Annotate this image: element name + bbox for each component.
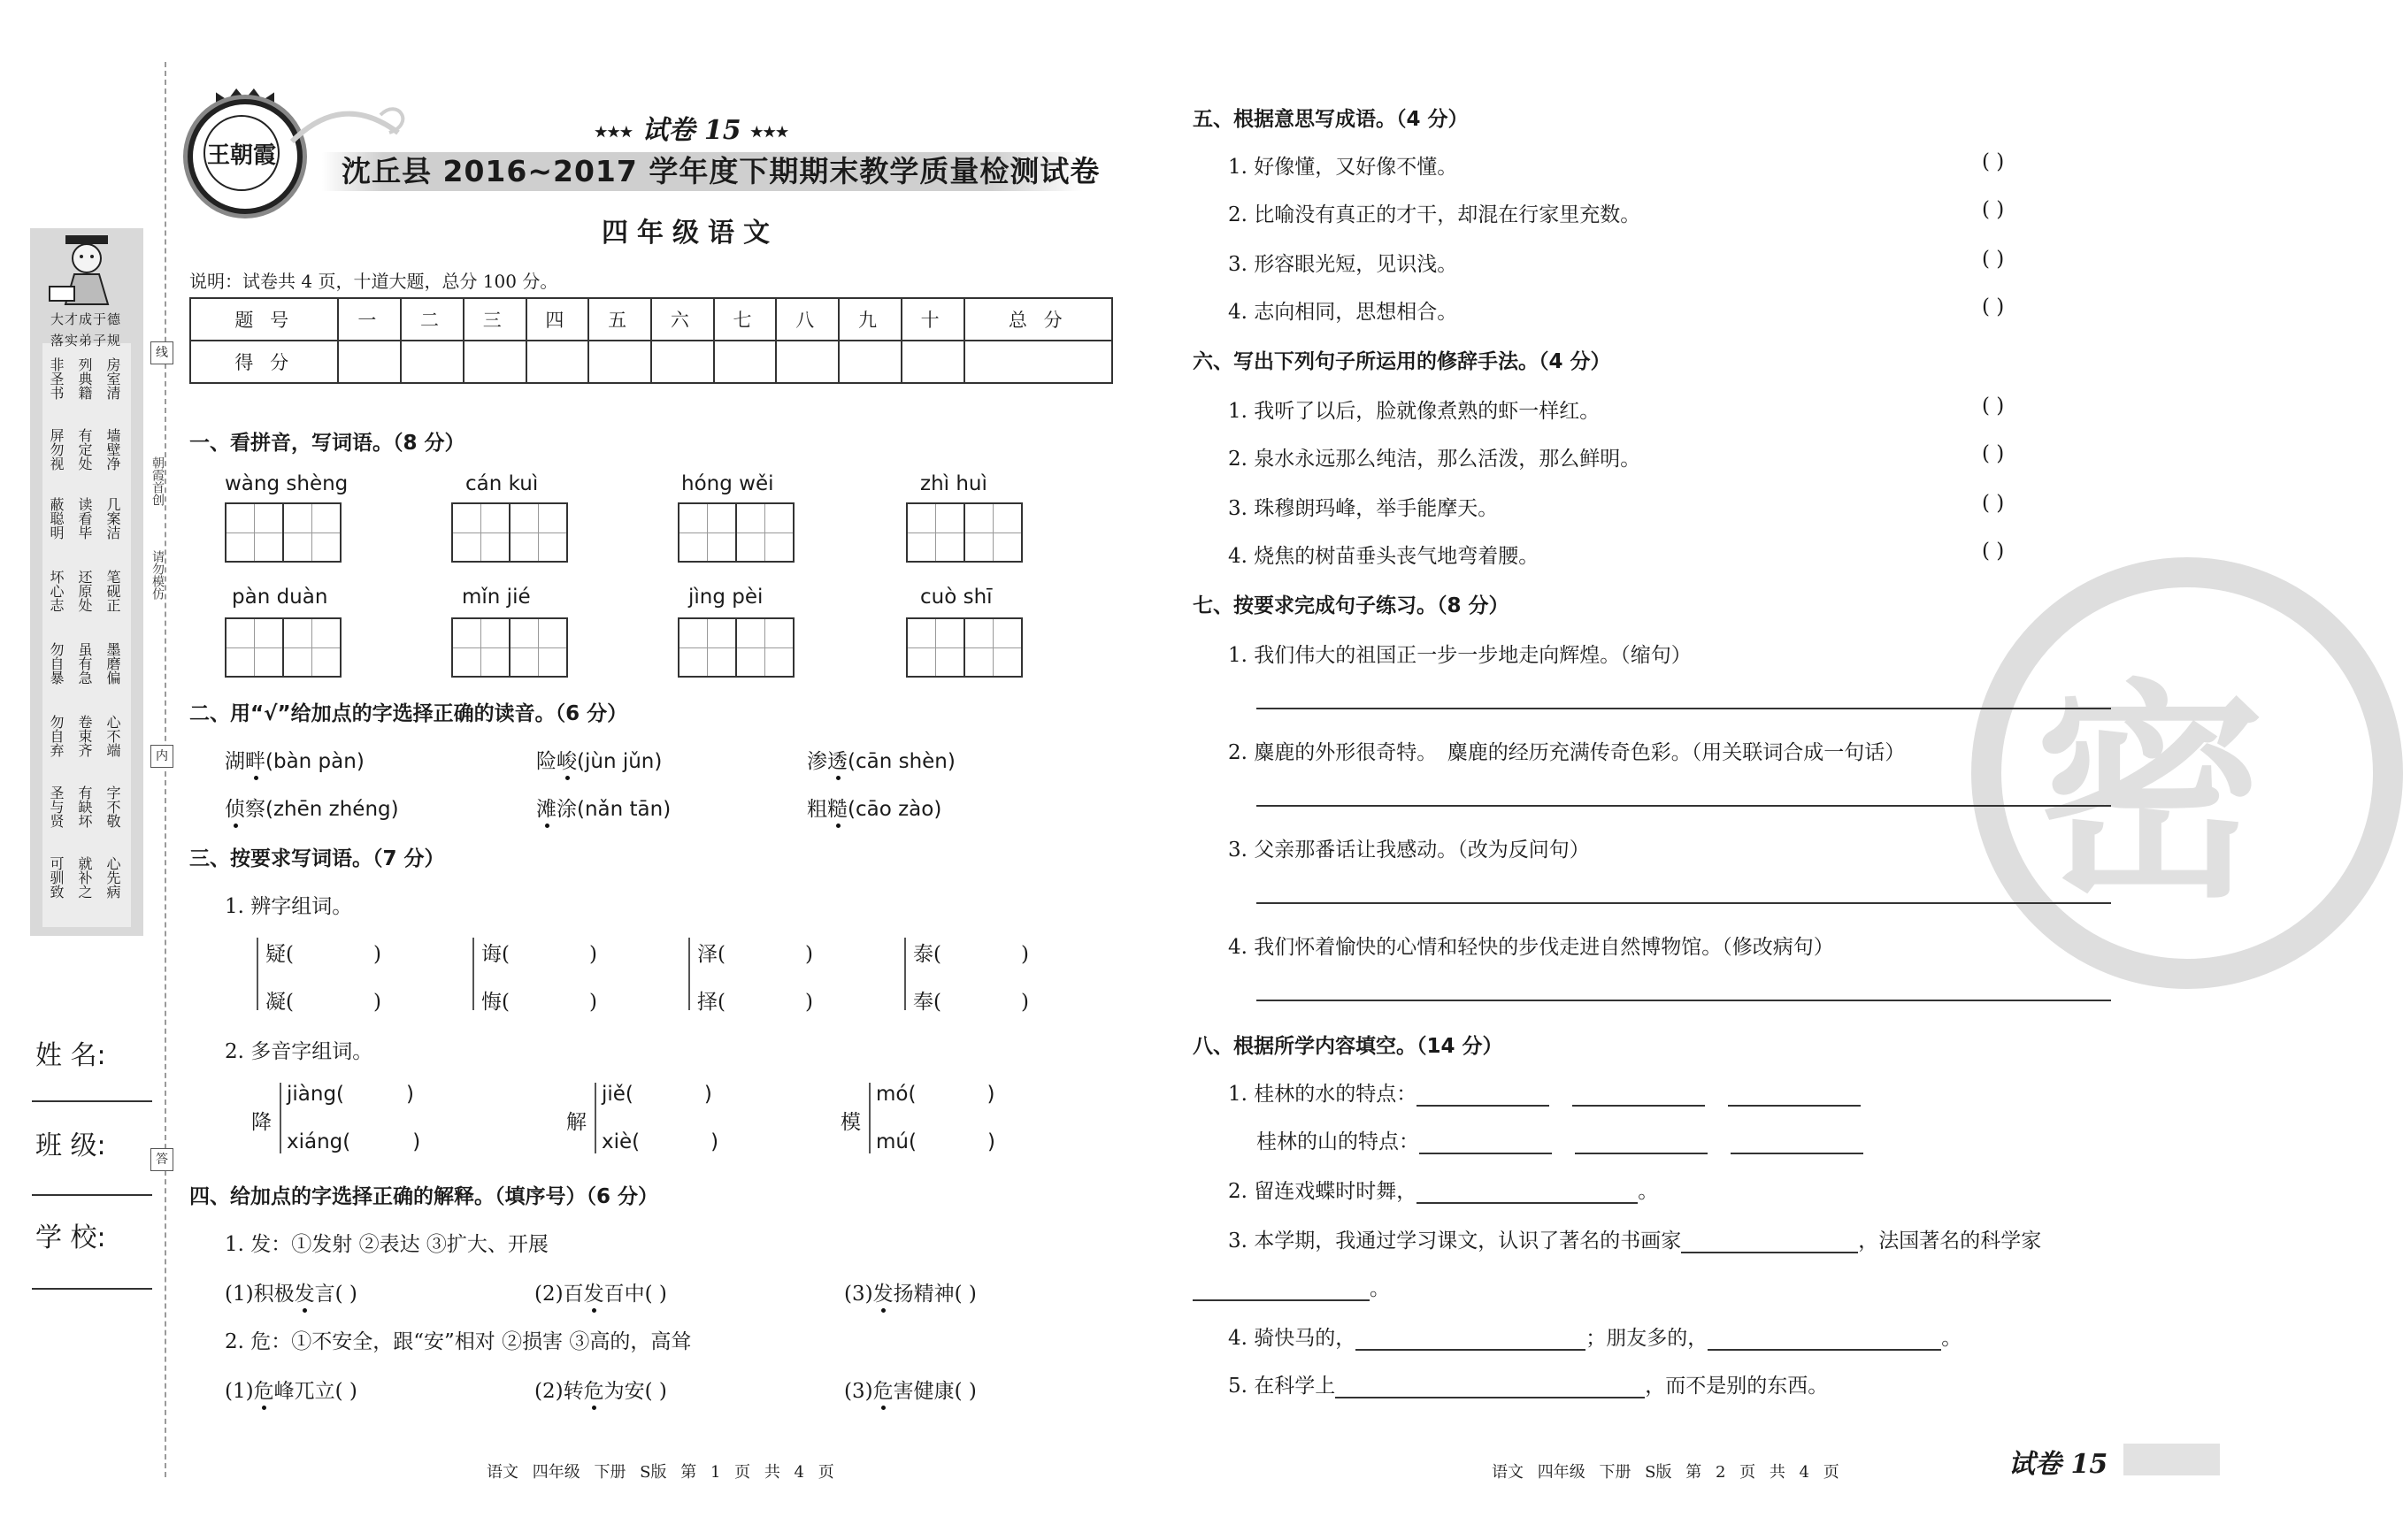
- pinyin-label: zhì huì: [920, 472, 987, 495]
- fill-question: 4. 骑快马的， ；朋友多的， 。: [1228, 1327, 1962, 1350]
- rhetoric-question: 2. 泉水永远那么纯洁，那么活泼，那么鲜明。: [1228, 448, 1641, 471]
- couplet-text: 几案洁: [104, 497, 121, 540]
- motto-line-1: 大才成于德: [50, 311, 121, 327]
- fill-question: 桂林的山的特点：: [1256, 1125, 1863, 1154]
- couplet-text: 墨磨偏: [104, 642, 121, 685]
- polyphone-char: 模: [841, 1111, 861, 1134]
- fill-blank[interactable]: [1708, 1329, 1941, 1351]
- corner-paper-number: 试卷 15: [2008, 1449, 2108, 1480]
- polyphone-char: 解: [566, 1111, 587, 1134]
- answer-line[interactable]: [1256, 1000, 2111, 1001]
- class-field[interactable]: [32, 1194, 152, 1196]
- couplet-text: 心先病: [104, 856, 121, 899]
- section-8-title: 八、根据所学内容填空。（14 分）: [1193, 1035, 1503, 1058]
- couplet-text: 房室清: [104, 357, 121, 400]
- rhetoric-question: 4. 烧焦的树苗垂头丧气地弯着腰。: [1228, 545, 1539, 568]
- paper-number-label: 试卷 15: [641, 115, 741, 146]
- question-4-2: 2. 危：①不安全，跟“安”相对 ②损害 ③高的，高耸: [225, 1330, 692, 1353]
- idiom-question: 4. 志向相同，思想相合。: [1228, 301, 1458, 324]
- writing-grid[interactable]: [906, 617, 1023, 678]
- couplet-row-2: [46, 428, 122, 471]
- couplet-text: 列典籍: [76, 357, 93, 400]
- score-cell[interactable]: [964, 341, 1113, 383]
- fill-blank[interactable]: [1335, 1377, 1645, 1398]
- reading-choice[interactable]: 湖畔(bàn pàn): [225, 745, 365, 774]
- couplet-text: 屏勿视: [48, 428, 65, 471]
- section-1-title: 一、看拼音，写词语。（8 分）: [189, 432, 465, 455]
- binding-dashed-line: [165, 62, 166, 1477]
- fill-blank[interactable]: [1572, 1085, 1705, 1107]
- brace: [472, 938, 480, 1010]
- idiom-question: 3. 形容眼光短，见识浅。: [1228, 253, 1458, 276]
- reading-choice[interactable]: 滩涂(nǎn tān): [536, 793, 671, 822]
- char-pair-item[interactable]: 择( ): [697, 991, 813, 1014]
- couplet-text: 圣与贤: [48, 785, 65, 828]
- polyphone-item[interactable]: mú( ): [876, 1130, 995, 1153]
- answer-line[interactable]: [1256, 708, 2111, 709]
- reading-choice[interactable]: 渗透(cān shèn): [807, 745, 956, 774]
- exam-title: 沈丘县 2016~2017 学年度下期期末教学质量检测试卷: [342, 154, 1101, 188]
- star-icon: ★★★: [750, 123, 789, 141]
- school-field[interactable]: [32, 1288, 152, 1290]
- side-note-1: 朝霞首创: [150, 456, 165, 506]
- answer-line[interactable]: [1256, 902, 2111, 904]
- couplet-text: 可驯致: [48, 856, 65, 899]
- char-pair-item[interactable]: 诲( ): [481, 943, 597, 966]
- fill-blank[interactable]: [1575, 1133, 1708, 1154]
- question-4-1: 1. 发：①发射 ②表达 ③扩大、开展: [225, 1233, 549, 1256]
- writing-grid[interactable]: [678, 502, 795, 563]
- meaning-choice[interactable]: (3)危害健康( ): [844, 1375, 977, 1404]
- section-7-title: 七、按要求完成句子练习。（8 分）: [1193, 594, 1509, 617]
- answer-paren[interactable]: ( ): [1982, 395, 2005, 418]
- answer-paren[interactable]: ( ): [1982, 248, 2005, 271]
- polyphone-item[interactable]: jiàng( ): [287, 1083, 415, 1106]
- score-header-cell: 三: [464, 298, 526, 341]
- score-table-row: [190, 341, 1112, 383]
- pinyin-label: mǐn jié: [462, 586, 531, 609]
- meaning-choice[interactable]: (1)危峰兀立( ): [225, 1375, 357, 1404]
- subject-title: 四年级语文: [602, 218, 779, 249]
- polyphone-item[interactable]: jiě( ): [602, 1083, 712, 1106]
- question-3-2: 2. 多音字组词。: [225, 1040, 373, 1063]
- brace: [595, 1083, 602, 1153]
- pinyin-label: cuò shī: [920, 586, 993, 609]
- score-header-cell: 十: [902, 298, 964, 341]
- brace: [869, 1083, 876, 1153]
- writing-grid[interactable]: [225, 617, 342, 678]
- section-2-title: 二、用“√”给加点的字选择正确的读音。（6 分）: [189, 702, 628, 725]
- pinyin-label: pàn duàn: [232, 586, 328, 609]
- reading-choice[interactable]: 险峻(jùn jǔn): [536, 745, 662, 774]
- motto-line-2: 落实弟子规: [50, 333, 121, 349]
- fill-question: 2. 留连戏蝶时时舞， 。: [1228, 1180, 1659, 1203]
- couplet-text: 心不端: [104, 715, 121, 757]
- star-icon: ★★★: [595, 123, 633, 141]
- score-row-label: 得 分: [190, 341, 338, 383]
- logo-text: 王朝霞: [203, 115, 280, 191]
- couplet-text: 非圣书: [48, 357, 65, 400]
- score-header-cell: 四: [526, 298, 589, 341]
- answer-paren[interactable]: ( ): [1982, 492, 2005, 515]
- name-label: 姓 名:: [35, 1040, 106, 1071]
- couplet-text: 勿自弃: [48, 715, 65, 757]
- brace: [257, 938, 264, 1010]
- writing-grid[interactable]: [906, 502, 1023, 563]
- school-label: 学 校:: [35, 1222, 106, 1253]
- pinyin-label: wàng shèng: [225, 472, 349, 495]
- couplet-text: 坏心志: [48, 570, 65, 612]
- brace: [280, 1083, 287, 1153]
- score-cell[interactable]: [338, 341, 401, 383]
- paper-number: [595, 108, 788, 147]
- publisher-logo: [188, 99, 303, 214]
- char-pair-item[interactable]: 奉( ): [913, 991, 1029, 1014]
- fill-blank[interactable]: [1416, 1085, 1549, 1107]
- score-cell[interactable]: [464, 341, 526, 383]
- class-label: 班 级:: [35, 1130, 106, 1161]
- answer-line[interactable]: [1256, 805, 2111, 807]
- binding-mark-3: 答: [150, 1148, 173, 1171]
- fill-blank[interactable]: [1728, 1085, 1861, 1107]
- couplet-text: 有定处: [76, 428, 93, 471]
- char-pair-item[interactable]: 疑( ): [265, 943, 381, 966]
- score-header-cell: 总 分: [964, 298, 1113, 341]
- writing-grid[interactable]: [678, 617, 795, 678]
- meaning-choice[interactable]: (2)百发百中( ): [534, 1277, 667, 1306]
- char-pair-item[interactable]: 凝( ): [265, 991, 381, 1014]
- watermark-char: 密: [2035, 662, 2265, 929]
- writing-grid[interactable]: [451, 502, 568, 563]
- fill-blank[interactable]: [1419, 1133, 1552, 1154]
- score-header-cell: 五: [588, 298, 651, 341]
- writing-grid[interactable]: [225, 502, 342, 563]
- meaning-choice[interactable]: (1)积极发言( ): [225, 1277, 357, 1306]
- sentence-question: 2. 麋鹿的外形很奇特。 麋鹿的经历充满传奇色彩。（用关联词合成一句话）: [1228, 741, 1906, 764]
- exam-note: 说明：试卷共 4 页，十道大题，总分 100 分。: [189, 271, 558, 292]
- score-header-cell: 题 号: [190, 298, 338, 341]
- score-cell[interactable]: [401, 341, 464, 383]
- polyphone-char: 降: [251, 1111, 272, 1134]
- char-pair-item[interactable]: 泰( ): [913, 943, 1029, 966]
- score-cell[interactable]: [839, 341, 902, 383]
- couplet-row-7: [46, 785, 122, 828]
- score-header-cell: 八: [776, 298, 839, 341]
- fill-blank[interactable]: [1193, 1280, 1370, 1301]
- sentence-question: 3. 父亲那番话让我感动。（改为反问句）: [1228, 839, 1590, 862]
- couplet-text: 有缺坏: [76, 785, 93, 828]
- fill-question: 。: [1193, 1272, 1390, 1301]
- couplet-text: 蔽聪明: [48, 497, 65, 540]
- score-table-header-row: [190, 298, 1112, 341]
- score-cell[interactable]: [526, 341, 589, 383]
- binding-mark-1: 线: [150, 341, 173, 364]
- couplet-text: 墙壁净: [104, 428, 121, 471]
- fill-blank[interactable]: [1731, 1133, 1863, 1154]
- couplet-text: 卷束齐: [76, 715, 93, 757]
- score-header-cell: 六: [651, 298, 714, 341]
- char-pair-item[interactable]: 悔( ): [481, 991, 597, 1014]
- couplet-text: 虽有急: [76, 642, 93, 685]
- couplet-row-6: [46, 715, 122, 757]
- couplet-text: 笔砚正: [104, 570, 121, 612]
- couplet-text: 还原处: [76, 570, 93, 612]
- score-table: [189, 297, 1113, 384]
- pinyin-label: jìng pèi: [688, 586, 764, 609]
- couplet-text: 勿自暴: [48, 642, 65, 685]
- fill-question: 1. 桂林的水的特点：: [1228, 1077, 1861, 1107]
- score-cell[interactable]: [714, 341, 777, 383]
- writing-grid[interactable]: [451, 617, 568, 678]
- fill-blank[interactable]: [1416, 1183, 1638, 1204]
- footer-page-2: 语文 四年级 下册 S版 第 2 页 共 4 页: [1492, 1463, 1839, 1482]
- section-3-title: 三、按要求写词语。（7 分）: [189, 847, 445, 870]
- question-3-1: 1. 辨字组词。: [225, 895, 353, 918]
- score-header-cell: 七: [714, 298, 777, 341]
- brace: [688, 938, 695, 1010]
- pinyin-label: hóng wěi: [681, 472, 774, 495]
- brace: [904, 938, 911, 1010]
- couplet-row-3: [46, 497, 122, 540]
- idiom-question: 2. 比喻没有真正的才干，却混在行家里充数。: [1228, 203, 1641, 226]
- answer-paren[interactable]: ( ): [1982, 150, 2005, 173]
- sentence-question: 1. 我们伟大的祖国正一步一步地走向辉煌。（缩句）: [1228, 644, 1692, 667]
- ribbon-decoration-icon: [292, 97, 416, 159]
- polyphone-item[interactable]: mó( ): [876, 1083, 995, 1106]
- scholar-child-icon: [46, 235, 127, 306]
- corner-band: [2123, 1444, 2220, 1475]
- score-cell[interactable]: [776, 341, 839, 383]
- couplet-row-8: [46, 856, 122, 899]
- answer-paren[interactable]: ( ): [1982, 198, 2005, 221]
- side-note-2: 请勿模仿: [150, 550, 165, 600]
- binding-mark-2: 内: [150, 745, 173, 768]
- score-header-cell: 二: [401, 298, 464, 341]
- pinyin-label: cán kuì: [465, 472, 539, 495]
- meaning-choice[interactable]: (2)转危为安( ): [534, 1375, 667, 1404]
- fill-question: 3. 本学期，我通过学习课文，认识了著名的书画家 ，法国著名的科学家: [1228, 1230, 2042, 1253]
- score-cell[interactable]: [588, 341, 651, 383]
- name-field[interactable]: [32, 1100, 152, 1102]
- answer-paren[interactable]: ( ): [1982, 540, 2005, 563]
- meaning-choice[interactable]: (3)发扬精神( ): [844, 1277, 977, 1306]
- section-5-title: 五、根据意思写成语。（4 分）: [1193, 108, 1469, 131]
- rhetoric-question: 3. 珠穆朗玛峰，举手能摩天。: [1228, 497, 1499, 520]
- rhetoric-question: 1. 我听了以后，脸就像煮熟的虾一样红。: [1228, 400, 1601, 423]
- score-cell[interactable]: [651, 341, 714, 383]
- section-6-title: 六、写出下列句子所运用的修辞手法。（4 分）: [1193, 350, 1611, 373]
- score-header-cell: 九: [839, 298, 902, 341]
- couplet-row-5: [46, 642, 122, 685]
- fill-question: 5. 在科学上 ，而不是别的东西。: [1228, 1375, 1829, 1398]
- polyphone-item[interactable]: xiáng( ): [287, 1130, 421, 1153]
- score-cell[interactable]: [902, 341, 964, 383]
- couplet-text: 字不敬: [104, 785, 121, 828]
- polyphone-item[interactable]: xiè( ): [602, 1130, 719, 1153]
- answer-paren[interactable]: ( ): [1982, 295, 2005, 318]
- couplet-row-4: [46, 570, 122, 612]
- couplet-text: 就补之: [76, 856, 93, 899]
- section-4-title: 四、给加点的字选择正确的解释。（填序号）（6 分）: [189, 1185, 659, 1208]
- couplet-text: 读看毕: [76, 497, 93, 540]
- reading-choice[interactable]: 粗糙(cāo zào): [807, 793, 941, 822]
- couplet-row-1: [46, 357, 122, 400]
- fill-blank[interactable]: [1681, 1232, 1858, 1253]
- sentence-question: 4. 我们怀着愉快的心情和轻快的步伐走进自然博物馆。（修改病句）: [1228, 936, 1834, 959]
- char-pair-item[interactable]: 泽( ): [697, 943, 813, 966]
- answer-paren[interactable]: ( ): [1982, 442, 2005, 465]
- footer-page-1: 语文 四年级 下册 S版 第 1 页 共 4 页: [487, 1463, 834, 1482]
- fill-blank[interactable]: [1355, 1329, 1585, 1351]
- idiom-question: 1. 好像懂，又好像不懂。: [1228, 156, 1458, 179]
- score-header-cell: 一: [338, 298, 401, 341]
- reading-choice[interactable]: 侦察(zhēn zhéng): [225, 793, 399, 822]
